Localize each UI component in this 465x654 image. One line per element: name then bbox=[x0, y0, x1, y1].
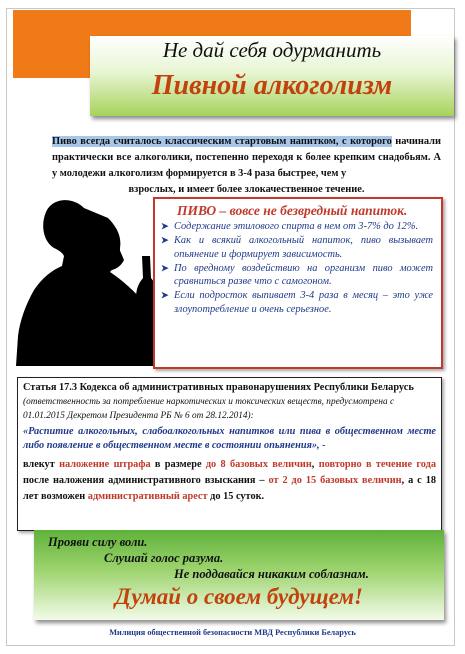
list-item-text: Если подросток выпивает 3-4 раза в месяц – это уже злоупотребление и очень серьезное. bbox=[174, 290, 433, 315]
slogan-banner bbox=[34, 530, 444, 620]
penalty-text: до 15 суток. bbox=[207, 491, 265, 502]
list-item-text: Содержание этилового спирта в нем от 3-7% до 12%. bbox=[174, 221, 419, 232]
law-article-box bbox=[17, 377, 442, 531]
law-heading: Статья 17.3 Кодекса об административных правонарушениях Республики Беларусь bbox=[23, 382, 414, 393]
law-penalty bbox=[23, 457, 436, 505]
penalty-highlight: административный арест bbox=[87, 491, 208, 502]
beer-heading: ПИВО – вовсе не безвредный напиток. bbox=[177, 203, 408, 218]
slogan-main: Думай о своем будущем! bbox=[115, 584, 363, 609]
list-item bbox=[161, 220, 433, 234]
beer-facts-box bbox=[153, 197, 443, 369]
penalty-text: , а с 18 лет возможен bbox=[23, 475, 436, 502]
drinking-man-silhouette-image bbox=[12, 186, 160, 366]
penalty-highlight: наложение штрафа bbox=[59, 459, 151, 470]
footer-credit: Милиция общественной безопасности МВД Республики Беларусь bbox=[109, 628, 356, 637]
law-note: (ответственность за потребление наркотических и токсических веществ, предусмотрена с 01.01.2015 Декретом Президента РБ № 6 от 28.12.2014): bbox=[23, 397, 395, 421]
title-banner bbox=[90, 36, 454, 116]
intro-highlight: Пиво всегда считалось классическим стартовым напитком, с которого bbox=[52, 136, 392, 147]
title-line-2: Пивной алкоголизм bbox=[151, 70, 393, 101]
law-quote: «Распитие алкогольных, слабоалкогольных напитков или пива в общественном месте либо появление в общественном месте в состоянии опьянения», - bbox=[23, 426, 436, 451]
list-item-text: По вредному воздействию на организм пиво может сравниться разве что с самогоном. bbox=[174, 262, 433, 287]
beer-facts-list bbox=[161, 220, 433, 316]
penalty-highlight: до 8 базовых величин bbox=[205, 459, 312, 470]
arrow-bullet-icon: ➤ bbox=[161, 290, 169, 300]
list-item-text: Как и всякий алкогольный напиток, пиво вызывает опьянение и формирует зависимость. bbox=[174, 235, 433, 260]
arrow-bullet-icon: ➤ bbox=[161, 235, 169, 245]
penalty-text: после наложения административного взыскания – bbox=[23, 475, 269, 486]
penalty-highlight: от 2 до 15 базовых величин bbox=[268, 475, 402, 486]
slogan-line-1: Прояви силу воли. bbox=[48, 535, 148, 549]
penalty-highlight: повторно в течение года bbox=[318, 459, 436, 470]
list-item bbox=[161, 262, 433, 289]
slogan-line-3: Не поддавайся никаким соблазнам. bbox=[174, 567, 369, 581]
arrow-bullet-icon: ➤ bbox=[161, 262, 169, 273]
list-item bbox=[161, 234, 433, 261]
title-line-1: Не дай себя одурманить bbox=[162, 38, 382, 62]
intro-text: начинали практически все алкоголики, постепенно переходя к более крепким снадобьям. А у молодежи алкоголизм формируется в 3-4 раза быстрее, чем у bbox=[52, 136, 442, 179]
penalty-text: в размере bbox=[150, 459, 206, 470]
law-header bbox=[23, 381, 436, 423]
arrow-bullet-icon: ➤ bbox=[161, 221, 169, 231]
slogan-line-2: Слушай голос разума. bbox=[104, 551, 224, 565]
list-item bbox=[161, 289, 433, 316]
penalty-text: влекут bbox=[23, 459, 60, 470]
intro-last-line: взрослых, и имеет более злокачественное течение. bbox=[128, 184, 365, 195]
penalty-text: , bbox=[311, 459, 319, 470]
